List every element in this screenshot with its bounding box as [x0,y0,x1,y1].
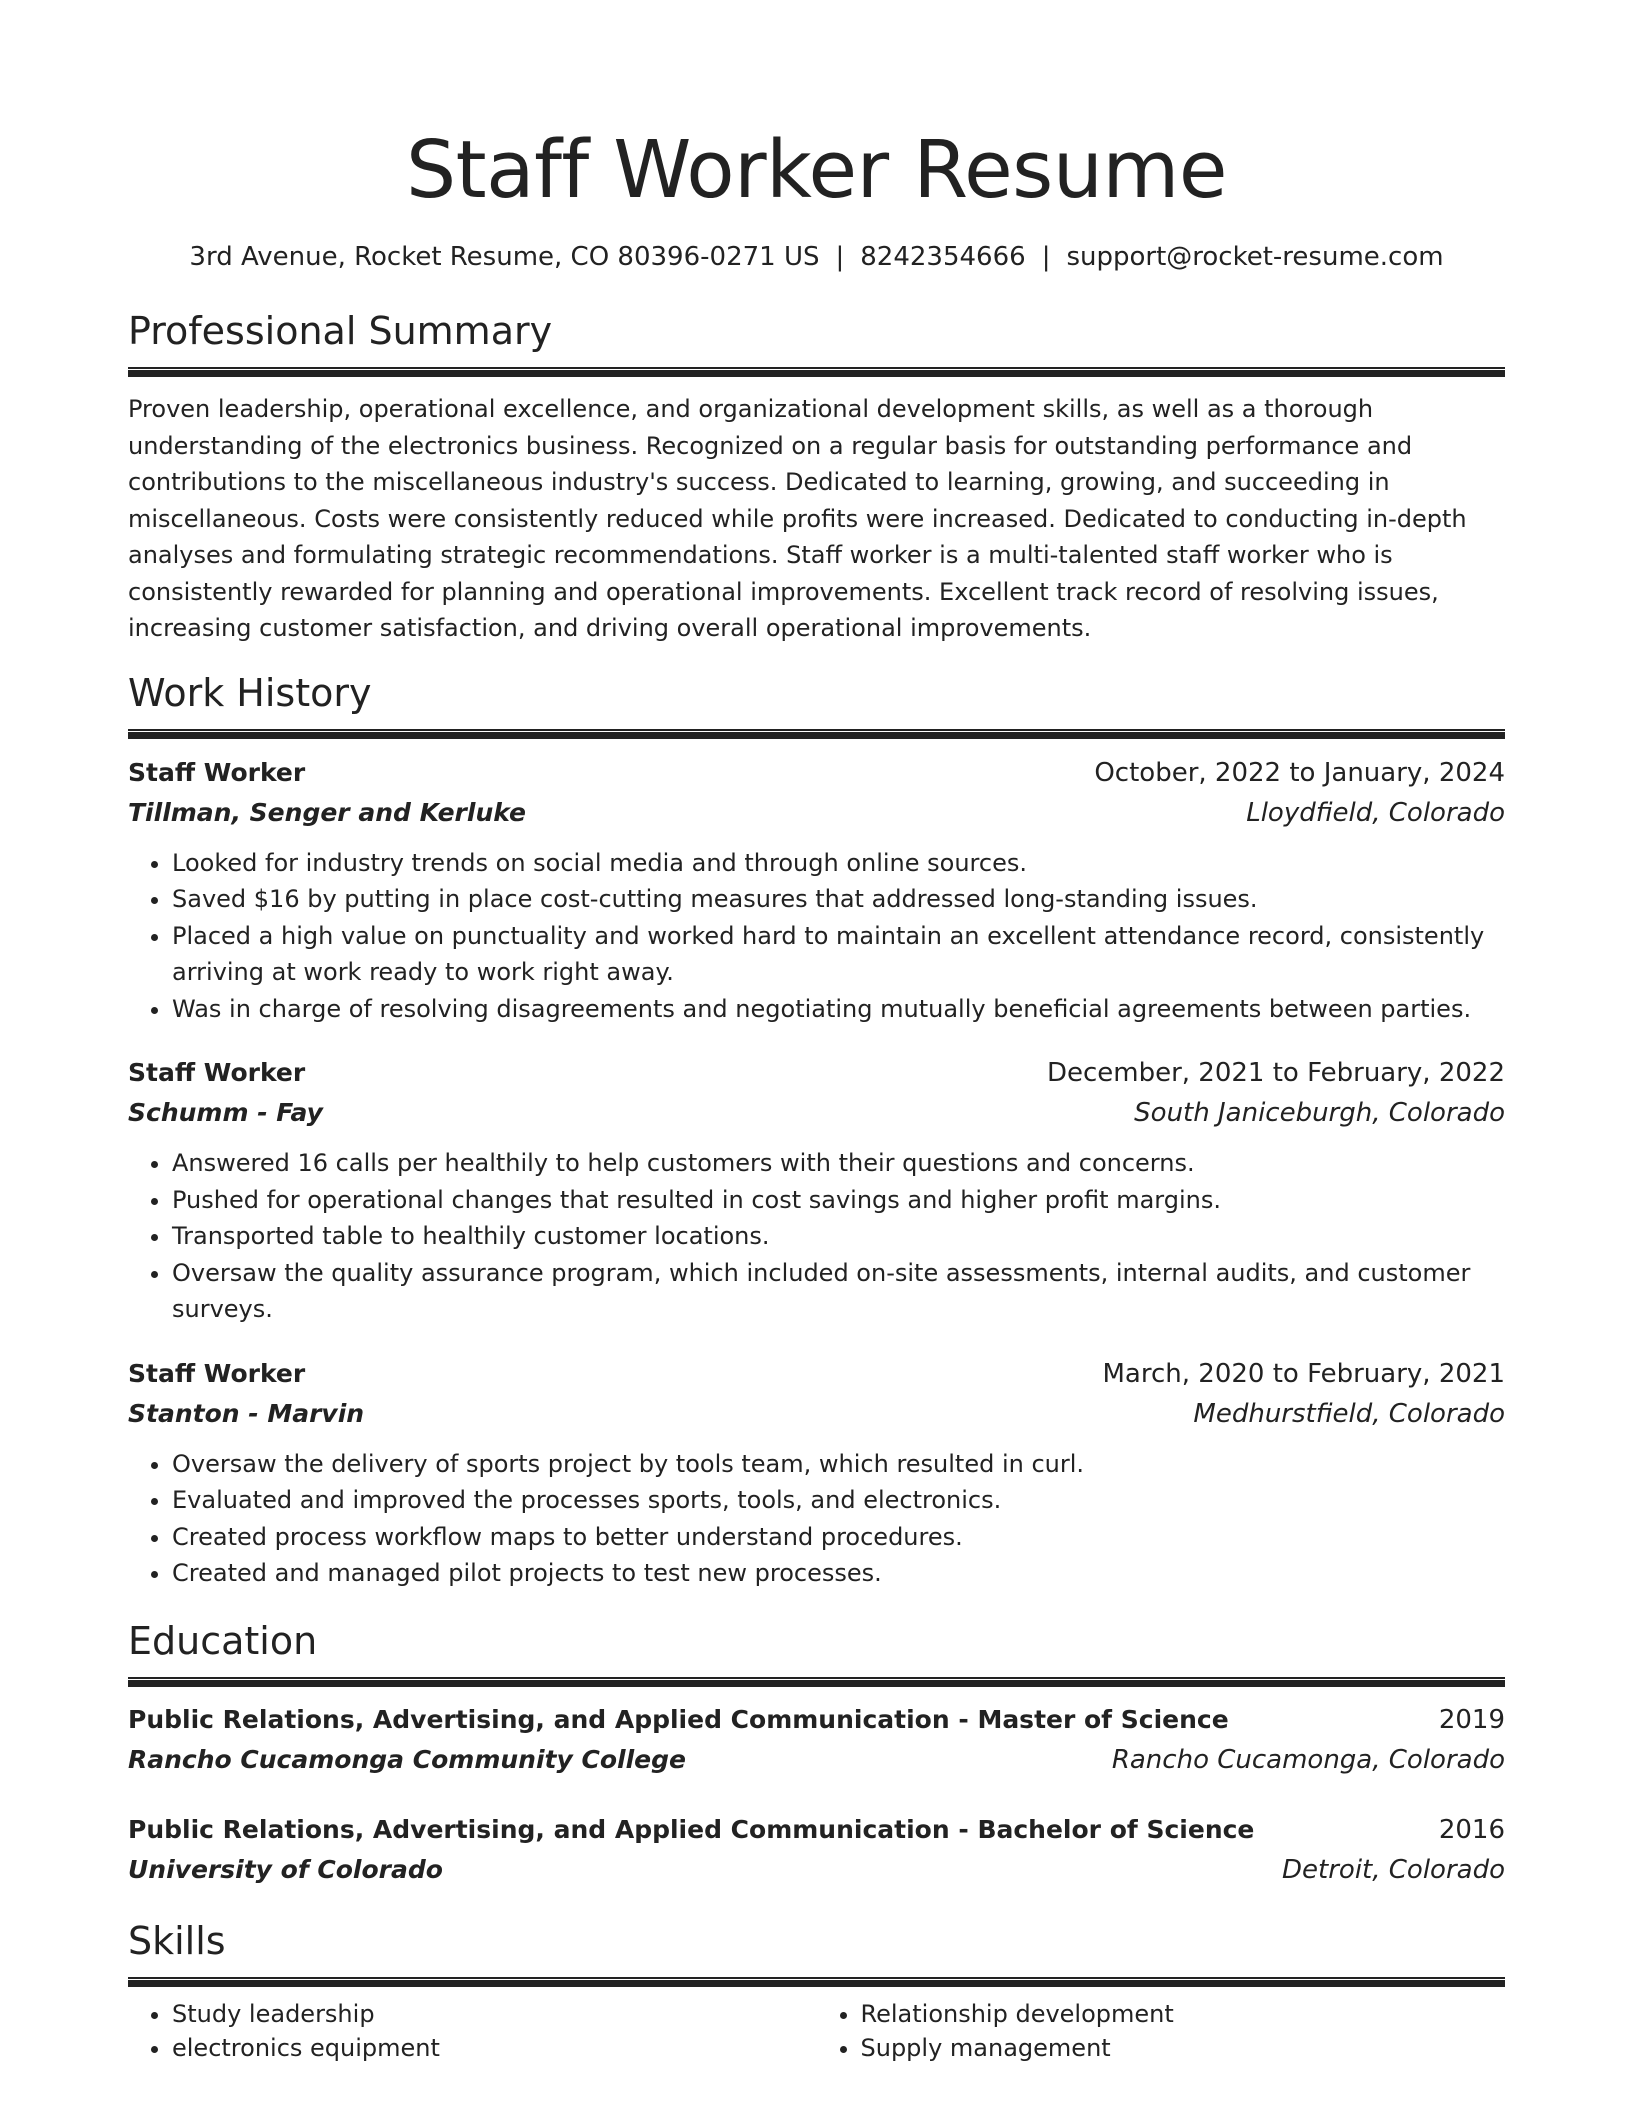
contact-address: 3rd Avenue, Rocket Resume, CO 80396-0271 US [189,242,820,272]
job-bullets [128,845,1505,1028]
skills-section [128,1916,1505,2065]
education-school: University of Colorado [128,1854,443,1884]
job-title: Staff Worker [128,757,306,787]
section-divider [128,729,1505,739]
job-entry [128,1354,1505,1592]
section-title-skills: Skills [128,1918,226,1963]
job-location: Medhurstfield, Colorado [1193,1398,1505,1429]
job-location: South Janiceburgh, Colorado [1134,1098,1505,1128]
education-year: 2016 [1438,1814,1505,1845]
section-divider [128,367,1505,377]
job-bullets [128,1145,1505,1328]
job-bullet: • Was in charge of resolving disagreements and negotiating mutually beneficial agreements between parties. [172,991,1505,1028]
job-bullet: • Oversaw the delivery of sports project by tools team, which resulted in curl. [172,1446,1505,1483]
job-entry [128,1053,1505,1328]
job-bullet: • Evaluated and improved the processes sports, tools, and electronics. [172,1482,1505,1519]
resume-title: Staff Worker Resume [406,124,1227,216]
job-entry [128,753,1505,1028]
skills-column-right [817,1997,1506,2065]
job-bullet: • Answered 16 calls per healthily to help customers with their questions and concerns. [172,1145,1505,1182]
education-degree: Public Relations, Advertising, and Applied Communication - Bachelor of Science [128,1814,1255,1844]
job-bullet: • Placed a high value on punctuality and worked hard to maintain an excellent attendance record, consistently arriving at work ready to work right away. [172,918,1505,991]
contact-line [128,239,1505,275]
contact-phone: 8242354666 [860,242,1026,272]
skill-item: • Relationship development [861,1997,1506,2031]
skills-grid [128,1997,1505,2065]
job-bullet: • Created process workflow maps to better understand procedures. [172,1519,1505,1556]
job-bullet: • Transported table to healthily customer locations. [172,1218,1505,1255]
education-entry [128,1810,1505,1890]
section-divider [128,1677,1505,1687]
summary-section [128,306,1505,647]
job-employer: Schumm - Fay [128,1098,323,1127]
job-title: Staff Worker [128,1358,306,1388]
job-bullet: • Oversaw the quality assurance program, which included on-site assessments, internal audits, and customer surveys. [172,1255,1505,1328]
job-bullet: • Created and managed pilot projects to test new processes. [172,1555,1505,1592]
job-location: Lloydfield, Colorado [1246,797,1505,828]
contact-email: support@rocket-resume.com [1066,242,1444,272]
skills-column-left [128,1997,817,2065]
job-dates: March, 2020 to February, 2021 [1102,1358,1505,1389]
section-title-summary: Professional Summary [128,309,553,353]
work-history-section [128,668,1505,1592]
education-location: Rancho Cucamonga, Colorado [1111,1744,1505,1775]
job-title: Staff Worker [128,1058,306,1087]
job-dates: October, 2022 to January, 2024 [1094,757,1505,788]
job-bullets [128,1446,1505,1592]
skill-item: • electronics equipment [172,2031,817,2065]
section-title-work-history: Work History [128,670,372,715]
summary-text: Proven leadership, operational excellence, and organizational development skills, as well as a thorough understanding of the electronics business. Recognized on a regular basis for outstanding performance and contributions to the miscellaneous industry's success. Dedicated to learning, growing, and succeeding in miscellaneous. Costs were consistently reduced while profits were increased. Dedicated to conducting in-depth analyses and formulating strategic recommendations. Staff worker is a multi-talented staff worker who is consistently rewarded for planning and operational improvements. Excellent track record of resolving issues, increasing customer satisfaction, and driving overall operational improvements. [128,395,1467,642]
job-employer: Stanton - Marvin [128,1398,365,1428]
job-bullet: • Saved $16 by putting in place cost-cutting measures that addressed long-standing issues. [172,881,1505,918]
skill-item: • Study leadership [172,1997,817,2031]
education-degree: Public Relations, Advertising, and Applied Communication - Master of Science [128,1704,1229,1734]
section-title-education: Education [128,1618,318,1663]
job-bullet: • Looked for industry trends on social media and through online sources. [172,845,1505,882]
job-bullet: • Pushed for operational changes that resulted in cost savings and higher profit margins. [172,1182,1505,1219]
skill-item: • Supply management [861,2031,1506,2065]
section-divider [128,1977,1505,1987]
job-employer: Tillman, Senger and Kerluke [128,797,526,827]
contact-separator: | [835,242,845,272]
education-year: 2019 [1438,1704,1505,1735]
education-school: Rancho Cucamonga Community College [128,1744,686,1774]
education-location: Detroit, Colorado [1282,1854,1505,1885]
education-section [128,1616,1505,1890]
contact-separator: | [1041,242,1051,272]
education-entry [128,1700,1505,1780]
job-dates: December, 2021 to February, 2022 [1046,1058,1505,1088]
